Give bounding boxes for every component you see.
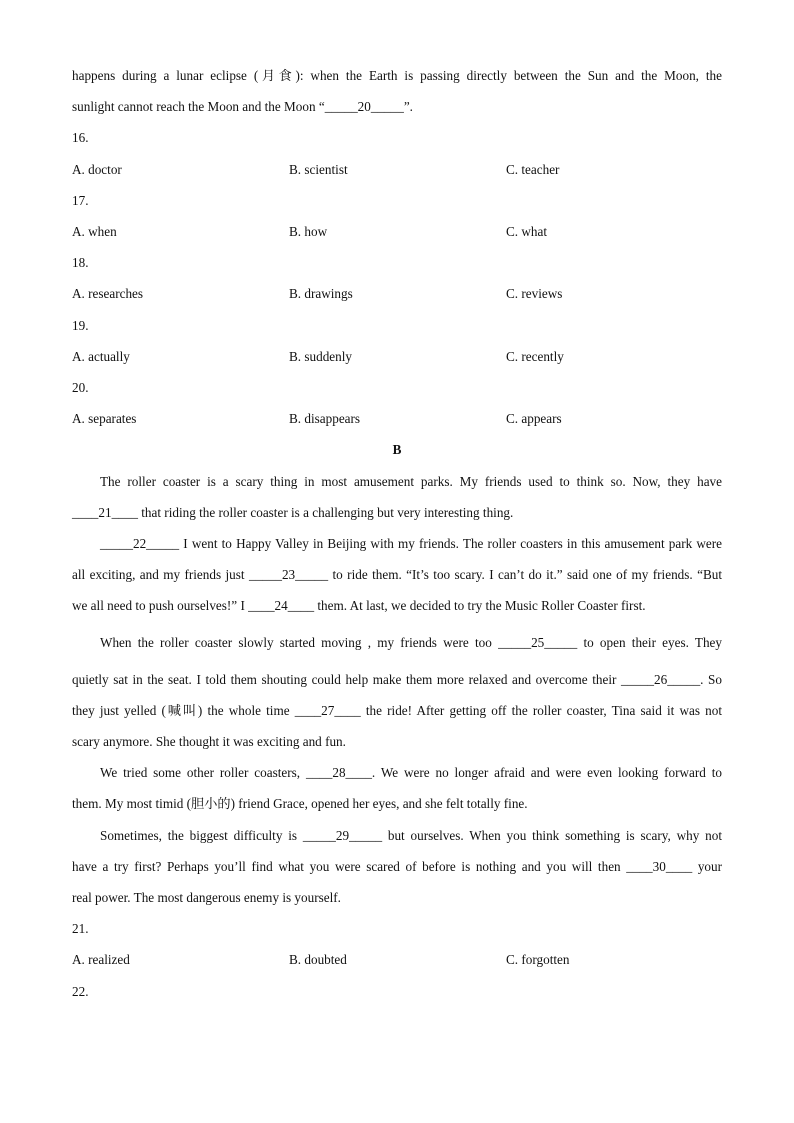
passage-line: Sometimes, the biggest difficulty is _____29_____ but ourselves. When you think something is scary, why not (100, 827, 722, 843)
option-b: B. drawings (289, 286, 353, 302)
question-20 (72, 372, 722, 434)
option-c: C. reviews (506, 286, 563, 302)
blank-20: _____20_____ (324, 99, 404, 115)
question-number: 20. (72, 380, 89, 396)
option-b: B. how (289, 224, 328, 240)
blank-22: _____22_____ (100, 536, 180, 552)
passage-line: sunlight cannot reach the Moon and the Moon “_____20_____”. (72, 99, 413, 115)
option-c: C. teacher (506, 161, 560, 177)
passage-line: they just yelled (喊叫) the whole time ____27____ the ride! After getting off the roller coaster, Tina said it was not (72, 702, 722, 718)
option-a: A. researches (72, 286, 144, 302)
blank-27: ____27____ (294, 702, 361, 718)
passage-line: scary anymore. She thought it was exciting and fun. (72, 734, 346, 750)
option-a: A. actually (72, 348, 130, 364)
option-a: A. separates (72, 411, 137, 427)
blank-24: ____24____ (248, 598, 315, 614)
passage-line: quietly sat in the seat. I told them shouting could help make them more relaxed and overcome their _____26_____. So (72, 671, 722, 687)
passage-line: happens during a lunar eclipse (月食): when the Earth is passing directly between the Sun and the Moon, the (72, 68, 722, 83)
question-number: 17. (72, 192, 89, 208)
option-a: A. doctor (72, 161, 122, 177)
blank-26: _____26_____ (621, 671, 701, 687)
option-c: C. recently (506, 348, 564, 364)
passage-line: real power. The most dangerous enemy is yourself. (72, 890, 341, 906)
passage-line: them. My most timid (胆小的) friend Grace, opened her eyes, and she felt totally fine. (72, 796, 528, 812)
option-c: C. what (506, 224, 548, 240)
option-b: B. doubted (289, 952, 347, 968)
blank-21: ____21____ (72, 504, 138, 520)
question-number: 19. (72, 317, 89, 333)
worksheet-page (72, 60, 722, 1007)
blank-30: ____30____ (626, 858, 693, 874)
option-b: B. suddenly (289, 348, 353, 364)
question-18 (72, 247, 722, 309)
passage-line: _____22_____ I went to Happy Valley in Beijing with my friends. The roller coasters in this amusement park were (100, 536, 722, 552)
blank-28: ____28____ (305, 765, 372, 781)
blank-23: _____23_____ (248, 567, 329, 583)
option-b: B. disappears (289, 411, 361, 427)
option-c: C. appears (506, 411, 562, 427)
question-17 (72, 185, 722, 247)
passage-line: The roller coaster is a scary thing in most amusement parks. My friends used to think so. Now, they have (100, 473, 722, 489)
blank-25: _____25_____ (498, 634, 578, 650)
passage-line: We tried some other roller coasters, ____28____. We were no longer afraid and were even looking forward to (100, 765, 722, 781)
passage-line: we all need to push ourselves!” I ____24____ them. At last, we decided to try the Music Roller Coaster first. (72, 598, 646, 614)
question-16 (72, 122, 722, 184)
passage-line: When the roller coaster slowly started moving , my friends were too _____25_____ to open their eyes. They (100, 634, 722, 650)
option-b: B. scientist (289, 161, 348, 177)
section-heading: B (392, 442, 402, 458)
passage-line: have a try first? Perhaps you’ll find what you were scared of before is nothing and you will then ____30____ your (72, 858, 722, 874)
question-21 (72, 913, 722, 975)
passage-line: ____21____ that riding the roller coaster is a challenging but very interesting thing. (72, 504, 514, 520)
blank-29: _____29_____ (302, 827, 383, 843)
option-c: C. forgotten (506, 952, 570, 968)
question-number: 22. (72, 983, 89, 999)
question-19 (72, 310, 722, 372)
question-number: 16. (72, 130, 89, 146)
option-a: A. realized (72, 952, 130, 968)
question-number: 18. (72, 255, 89, 271)
passage-line: all exciting, and my friends just _____23_____ to ride them. “It’s too scary. I can’t do it.” said one of my friends. “But (72, 567, 722, 583)
option-a: A. when (72, 224, 117, 240)
question-number: 21. (72, 921, 89, 937)
